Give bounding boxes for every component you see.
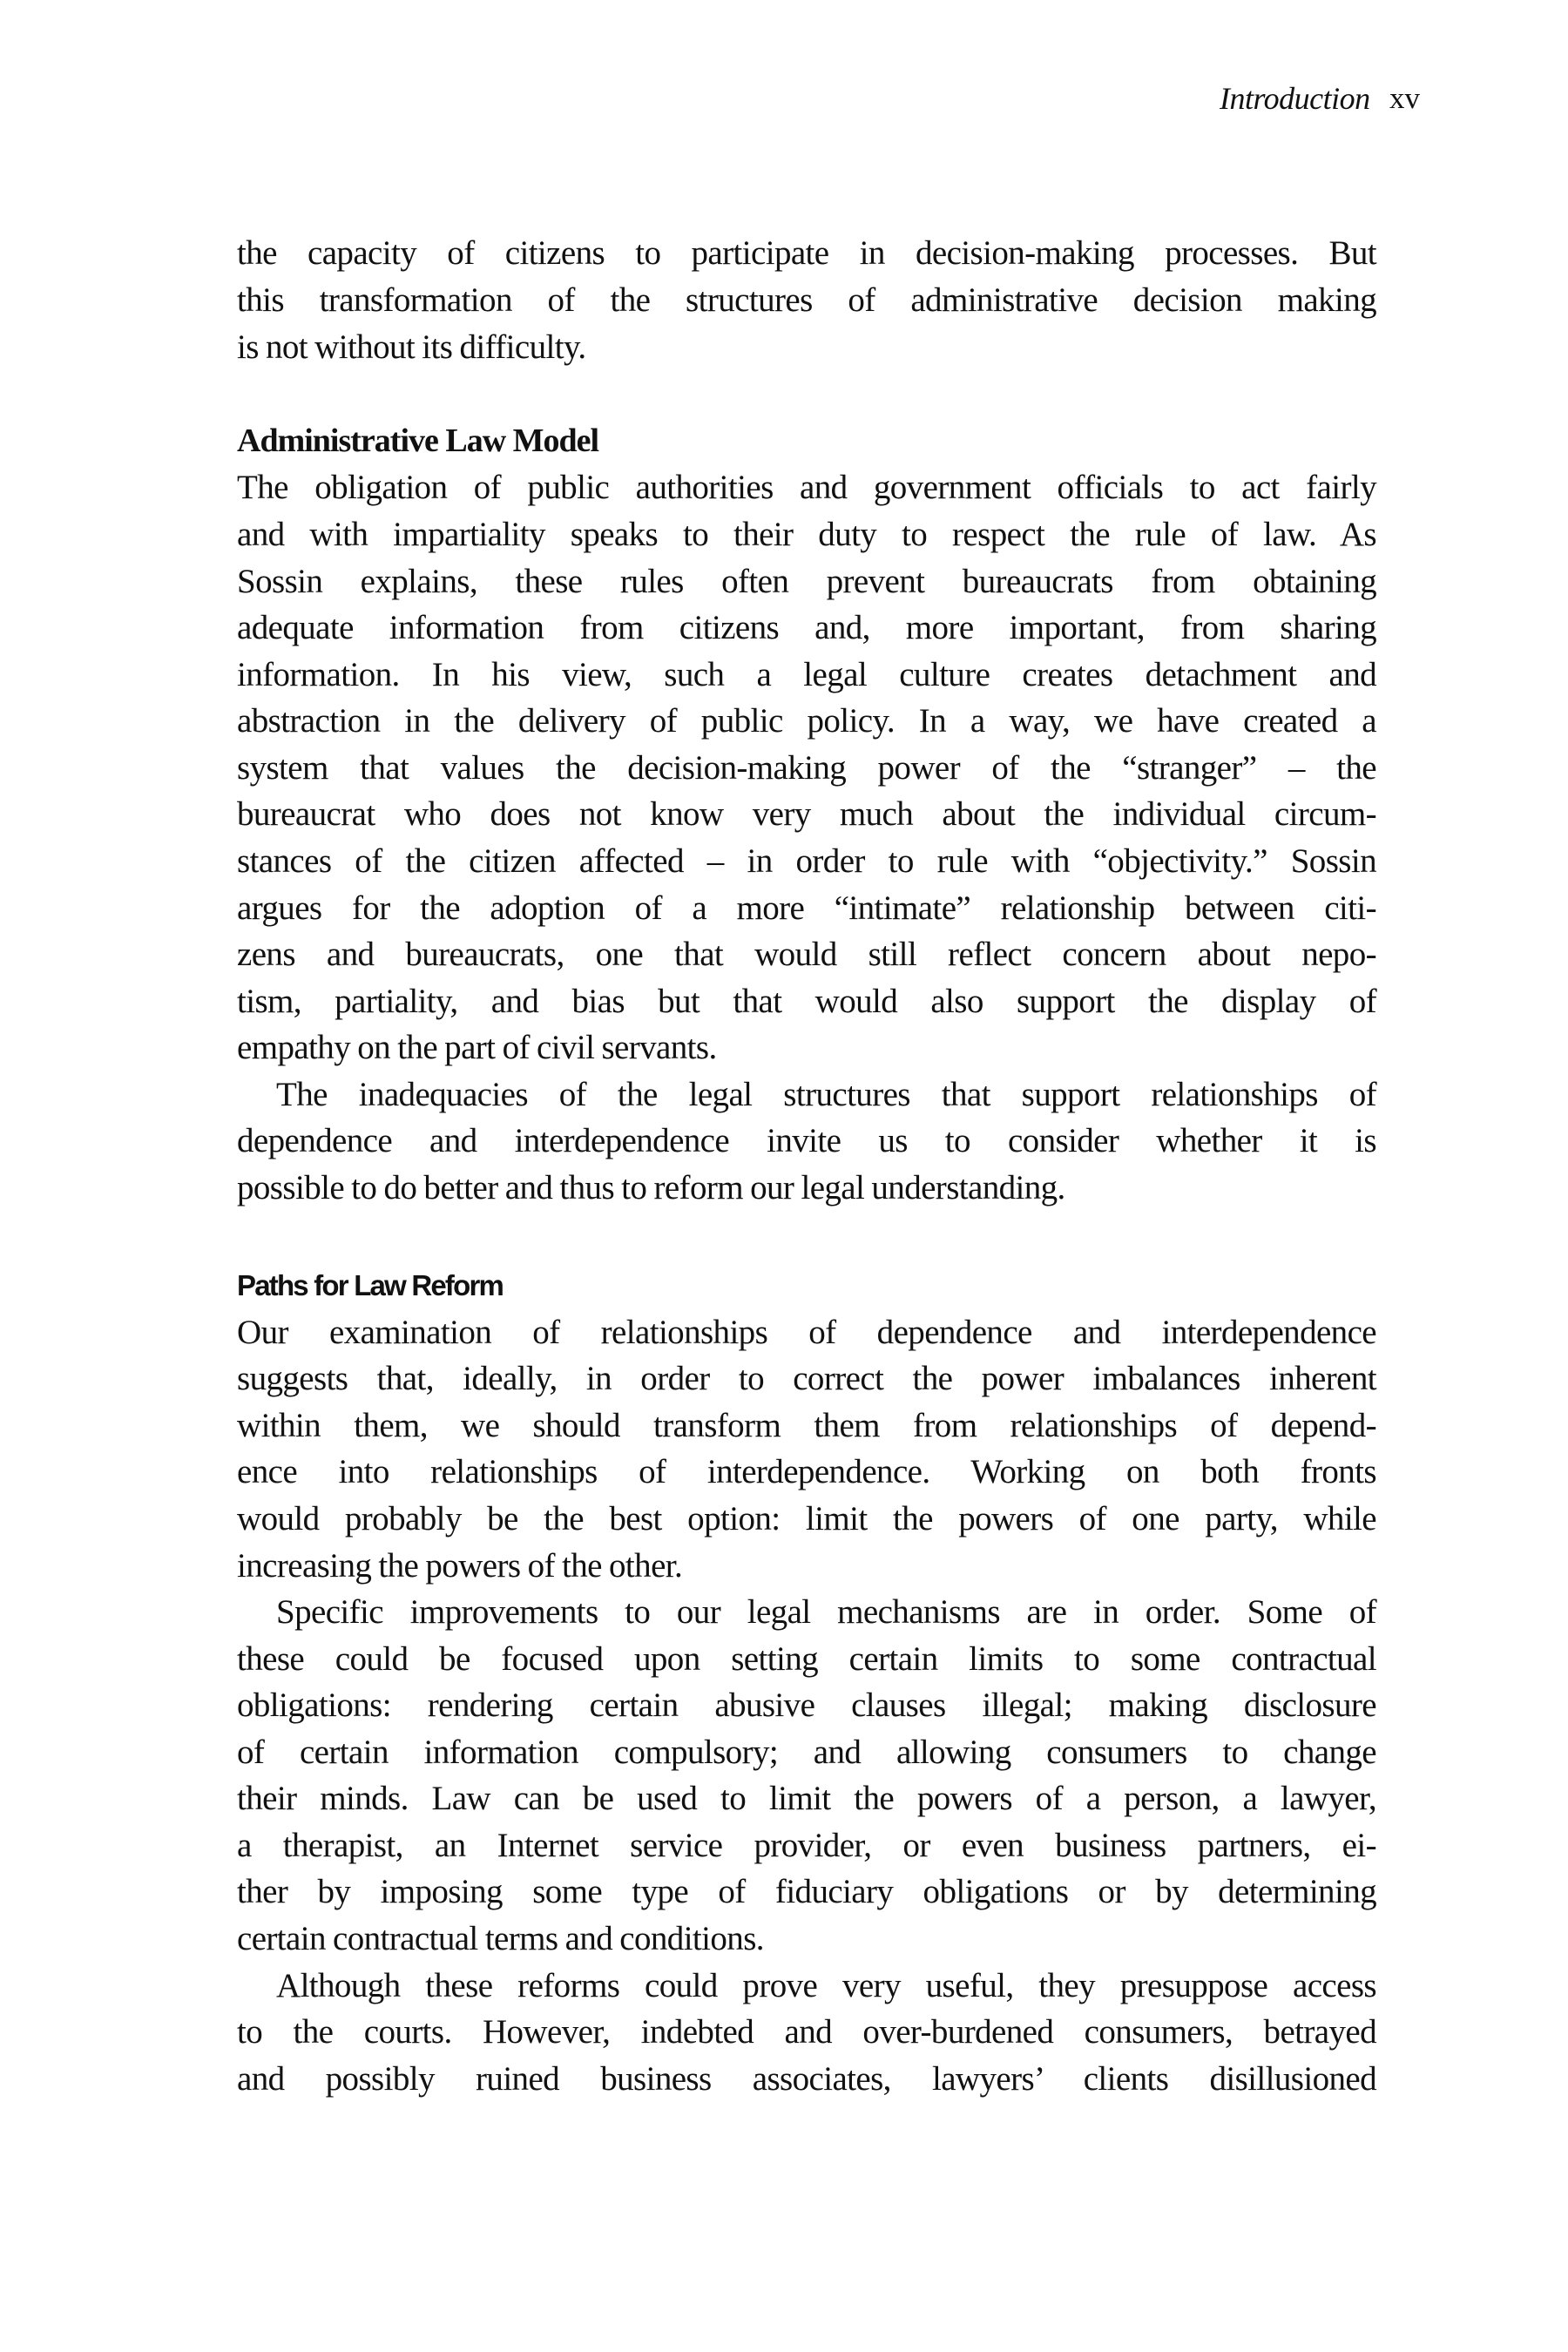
text-line: possible to do better and thus to reform our legal understanding. xyxy=(237,1169,1065,1206)
text-line: obligations: rendering certain abusive clauses illegal; making disclosure xyxy=(237,1686,1376,1724)
text-line: zens and bureaucrats, one that would still reflect concern about nepo- xyxy=(237,936,1376,973)
text-line: a therapist, an Internet service provider, or even business partners, ei- xyxy=(237,1827,1376,1864)
text-line: would probably be the best option: limit the powers of one party, while xyxy=(237,1500,1376,1538)
text-line: stances of the citizen affected – in order to rule with “objectivity.” Sossin xyxy=(237,842,1376,880)
text-line: empathy on the part of civil servants. xyxy=(237,1029,717,1066)
text-line: Sossin explains, these rules often prevent bureaucrats from obtaining xyxy=(237,563,1376,600)
text-line: adequate information from citizens and, more important, from sharing xyxy=(237,609,1376,646)
text-line: ence into relationships of interdependence. Working on both fronts xyxy=(237,1453,1376,1490)
text-line: tism, partiality, and bias but that would also support the display of xyxy=(237,983,1376,1020)
text-line: this transformation of the structures of administrative decision making xyxy=(237,281,1376,319)
text-line: certain contractual terms and conditions. xyxy=(237,1920,764,1957)
text-line: and possibly ruined business associates, lawyers’ clients disillusioned xyxy=(237,2060,1376,2098)
text-line: is not without its difficulty. xyxy=(237,328,586,366)
running-head xyxy=(1202,77,1429,120)
text-line: and with impartiality speaks to their duty to respect the rule of law. As xyxy=(237,516,1376,553)
text-line: abstraction in the delivery of public policy. In a way, we have created a xyxy=(237,702,1376,740)
text-line: argues for the adoption of a more “intimate” relationship between citi- xyxy=(237,889,1376,927)
text-line: bureaucrat who does not know very much about the individual circum- xyxy=(237,795,1376,833)
section-heading-administrative-law: Administrative Law Model xyxy=(237,422,599,459)
text-line: information. In his view, such a legal culture creates detachment and xyxy=(237,656,1376,693)
text-line: The obligation of public authorities and government officials to act fairly xyxy=(237,469,1376,506)
text-line: these could be focused upon setting certain limits to some contractual xyxy=(237,1640,1376,1678)
text-line: to the courts. However, indebted and over-burdened consumers, betrayed xyxy=(237,2013,1376,2051)
text-line: dependence and interdependence invite us to consider whether it is xyxy=(237,1122,1376,1159)
running-head-title: Introduction xyxy=(1220,81,1370,116)
text-line: The inadequacies of the legal structures that support relationships of xyxy=(276,1076,1376,1113)
text-line: the capacity of citizens to participate in decision-making processes. But xyxy=(237,234,1376,272)
text-line: suggests that, ideally, in order to correct the power imbalances inherent xyxy=(237,1360,1376,1397)
text-line: system that values the decision-making power of the “stranger” – the xyxy=(237,749,1376,787)
text-line: their minds. Law can be used to limit the powers of a person, a lawyer, xyxy=(237,1780,1376,1817)
text-line: ther by imposing some type of fiduciary obligations or by determining xyxy=(237,1873,1376,1910)
text-line: Specific improvements to our legal mechanisms are in order. Some of xyxy=(276,1593,1376,1631)
page-number: xv xyxy=(1389,81,1420,115)
text-line: increasing the powers of the other. xyxy=(237,1547,683,1585)
section-heading-paths-for-law-reform: Paths for Law Reform xyxy=(237,1269,504,1301)
text-line: within them, we should transform them from relationships of depend- xyxy=(237,1407,1376,1444)
text-line: of certain information compulsory; and allowing consumers to change xyxy=(237,1734,1376,1771)
text-line: Our examination of relationships of dependence and interdependence xyxy=(237,1314,1376,1351)
text-line: Although these reforms could prove very useful, they presuppose access xyxy=(276,1967,1376,2004)
